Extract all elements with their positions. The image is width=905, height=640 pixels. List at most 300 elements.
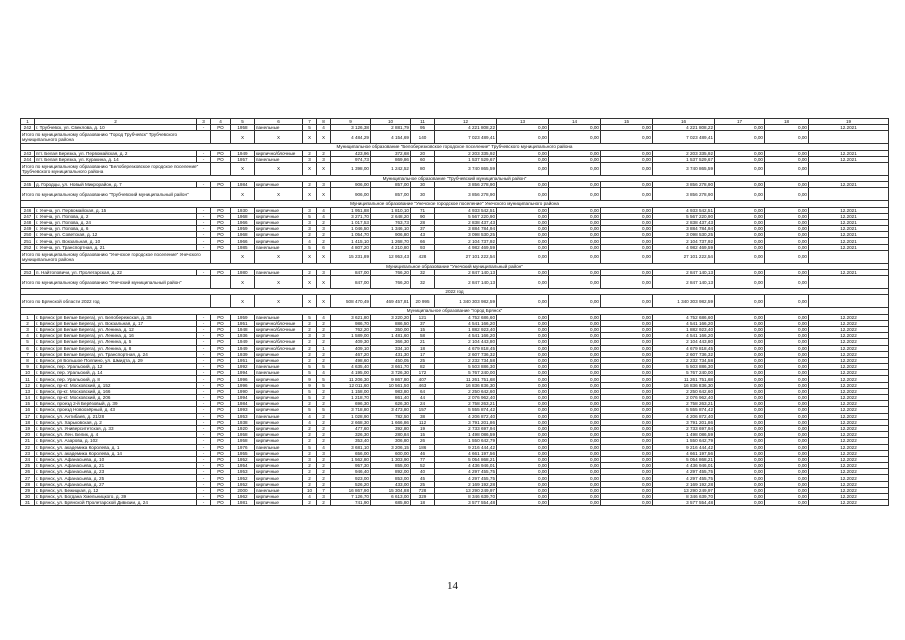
table-cell: панельные — [255, 125, 303, 131]
table-cell: кирпично/блочные — [255, 345, 303, 351]
table-cell: г. Брянск, ул. академика Королева, д. 14 — [35, 450, 197, 456]
header-cell: 2 — [35, 119, 197, 125]
table-cell: - — [197, 376, 211, 382]
table-cell: 3 — [317, 270, 331, 276]
total-cell: X — [231, 162, 255, 175]
table-cell: 0,00 — [765, 125, 809, 131]
table-cell: 0,00 — [549, 182, 601, 188]
table-cell: 0,00 — [549, 213, 601, 219]
table-cell: 12.2022 — [809, 456, 889, 462]
table-cell: 3 — [317, 333, 331, 339]
table-cell: 121 — [411, 314, 435, 320]
table-cell: 0,00 — [601, 125, 653, 131]
table-cell: 3 791 201,86 — [435, 419, 497, 425]
table-cell: 498,60 — [331, 357, 371, 363]
total-cell: 12 953,43 — [371, 250, 411, 263]
table-cell: г. Брянск (рп Белые Берега), ул. Ленина, д. 8 — [35, 345, 197, 351]
table-cell: кирпично/блочные — [255, 150, 303, 156]
table-cell: 0,00 — [497, 407, 549, 413]
table-cell: 0,00 — [715, 425, 765, 431]
total-cell: X — [317, 295, 331, 308]
table-cell: 4 541 166,20 — [653, 320, 715, 326]
table-row — [21, 500, 889, 506]
table-cell: РО — [211, 345, 231, 351]
table-cell: 8 346 639,70 — [435, 494, 497, 500]
table-cell: 22 — [21, 444, 35, 450]
total-cell: 4 154,69 — [371, 131, 411, 144]
table-cell: - — [197, 150, 211, 156]
table-cell: 1 550 642,79 — [435, 438, 497, 444]
table-cell: 247 — [21, 213, 35, 219]
table-cell: 12.2022 — [809, 475, 889, 481]
total-cell: 0,00 — [715, 295, 765, 308]
table-cell: 2 — [317, 500, 331, 506]
table-cell: РО — [211, 481, 231, 487]
table-cell: 38 — [411, 413, 435, 419]
table-cell: 0,00 — [497, 357, 549, 363]
table-cell: 0,00 — [765, 450, 809, 456]
table-cell: 0,00 — [549, 494, 601, 500]
table-cell: 248 — [21, 219, 35, 225]
total-cell: X — [317, 250, 331, 263]
table-cell: 0,00 — [765, 413, 809, 419]
table-cell: 1 951,88 — [331, 207, 371, 213]
table-cell: 1948 — [231, 326, 255, 332]
table-cell: 244 — [21, 156, 35, 162]
table-cell: 2 — [317, 401, 331, 407]
table-cell: 0,00 — [601, 469, 653, 475]
table-cell: 10 561,50 — [371, 382, 411, 388]
header-cell: 14 — [549, 119, 601, 125]
table-cell: РО — [211, 314, 231, 320]
table-cell: 0,00 — [765, 357, 809, 363]
header-cell: 9 — [331, 119, 371, 125]
table-cell: 0,00 — [715, 500, 765, 506]
table-cell: 0,00 — [765, 401, 809, 407]
total-cell: 20 995 — [411, 295, 435, 308]
table-cell: 2 104 737,92 — [435, 238, 497, 244]
table-cell: 0,00 — [765, 339, 809, 345]
table-cell: 974,73 — [331, 156, 371, 162]
table-cell: 0,00 — [765, 395, 809, 401]
table-cell: 16 — [21, 407, 35, 413]
table-cell: 0,00 — [715, 370, 765, 376]
table-cell: РО — [211, 320, 231, 326]
total-cell — [211, 188, 231, 201]
table-cell: 0,00 — [715, 320, 765, 326]
table-cell: 0,00 — [549, 432, 601, 438]
table-cell: 19 — [21, 425, 35, 431]
header-cell: 5 — [231, 119, 255, 125]
table-cell: 7 126,70 — [331, 494, 371, 500]
total-cell: 0,00 — [765, 250, 809, 263]
table-cell: 2 — [303, 270, 317, 276]
table-cell: 762,20 — [331, 326, 371, 332]
table-cell: 5 — [317, 382, 331, 388]
table-cell: 0,00 — [549, 244, 601, 250]
table-cell: 12.2022 — [809, 407, 889, 413]
table-cell: 0,00 — [497, 320, 549, 326]
table-cell: кирпичные — [255, 382, 303, 388]
table-cell: кирпично/блочные — [255, 320, 303, 326]
table-cell: 0,00 — [715, 395, 765, 401]
table-cell: 246 — [21, 207, 35, 213]
table-cell: 2 — [303, 351, 317, 357]
table-cell: 0,00 — [549, 450, 601, 456]
table-cell: 24 — [411, 401, 435, 407]
table-cell: 12.2021 — [809, 219, 889, 225]
total-cell — [211, 295, 231, 308]
table-cell: РО — [211, 413, 231, 419]
table-cell: 1 — [317, 345, 331, 351]
table-cell: - — [197, 219, 211, 225]
table-cell: 16 836 836,30 — [653, 382, 715, 388]
table-cell: 1952 — [231, 475, 255, 481]
table-cell: РО — [211, 364, 231, 370]
total-cell: X — [255, 250, 303, 263]
table-cell: 0,00 — [601, 432, 653, 438]
table-cell: 4 206 872,40 — [653, 413, 715, 419]
table-cell: 0,00 — [497, 388, 549, 394]
table-cell: 12.2022 — [809, 388, 889, 394]
table-cell: 0,00 — [765, 345, 809, 351]
total-cell: 0,00 — [715, 188, 765, 201]
table-cell: 2 — [303, 232, 317, 238]
table-cell: 0,00 — [765, 314, 809, 320]
table-cell: 2 758 263,21 — [435, 401, 497, 407]
table-cell: 7 — [21, 351, 35, 357]
table-cell: 1 — [21, 314, 35, 320]
total-cell: 27 101 222,54 — [653, 250, 715, 263]
table-cell: 5 — [303, 444, 317, 450]
table-cell: 0,00 — [765, 469, 809, 475]
table-cell: 0,00 — [497, 382, 549, 388]
table-cell: 2 — [303, 150, 317, 156]
table-cell: 0,00 — [715, 226, 765, 232]
table-cell: 433,00 — [371, 481, 411, 487]
table-cell: РО — [211, 376, 231, 382]
table-cell: г. Брянск, ул. Афанасьева, д. 27 — [35, 481, 197, 487]
table-cell: г. Унеча, ул. Советская, д. 12 — [35, 232, 197, 238]
table-cell: 12.2022 — [809, 463, 889, 469]
table-cell: - — [197, 487, 211, 493]
table-cell: 3 856 278,90 — [653, 182, 715, 188]
table-cell: 0,00 — [549, 407, 601, 413]
table-cell: 8 346 639,70 — [653, 494, 715, 500]
table-cell: 1952 — [231, 456, 255, 462]
total-cell: X — [317, 162, 331, 175]
total-cell: 0,00 — [715, 131, 765, 144]
table-cell: 11 — [21, 376, 35, 382]
table-cell: 886,50 — [371, 320, 411, 326]
header-cell: 3 — [197, 119, 211, 125]
table-cell: 2 — [317, 351, 331, 357]
table-cell: 986,70 — [331, 320, 371, 326]
table-cell: 0,00 — [765, 182, 809, 188]
table-cell: 13 290 249,97 — [435, 487, 497, 493]
table-cell: 12.2022 — [809, 314, 889, 320]
total-cell — [211, 276, 231, 289]
table-cell: панельные — [255, 270, 303, 276]
table-cell: 249 — [21, 226, 35, 232]
table-cell: г. Трубчевск, ул. Свеклова, д. 10 — [35, 125, 197, 131]
table-cell: 58 — [411, 333, 435, 339]
table-cell: РО — [211, 370, 231, 376]
table-cell: 12.2022 — [809, 364, 889, 370]
table-cell: 0,00 — [715, 333, 765, 339]
table-cell: 855,00 — [371, 463, 411, 469]
table-cell: - — [197, 407, 211, 413]
table-cell: 0,00 — [549, 481, 601, 487]
table-cell: 946,40 — [331, 469, 371, 475]
table-cell: 0,00 — [601, 219, 653, 225]
table-cell: 0,00 — [497, 487, 549, 493]
table-cell: 3 — [317, 182, 331, 188]
table-cell: 31 — [21, 500, 35, 506]
table-cell: 0,00 — [497, 413, 549, 419]
table-cell: 5 767 240,00 — [653, 370, 715, 376]
table-cell: 1985 — [231, 244, 255, 250]
table-cell: 741,90 — [331, 500, 371, 506]
table-cell: 2 — [317, 432, 331, 438]
table-cell: 71 — [411, 207, 435, 213]
table-cell: 5 503 886,30 — [653, 364, 715, 370]
total-cell: 0,00 — [765, 295, 809, 308]
table-cell: 0,00 — [601, 487, 653, 493]
total-row — [21, 276, 889, 289]
table-cell: 2 838 437,43 — [435, 219, 497, 225]
table-cell: 0,00 — [601, 419, 653, 425]
table-cell: 2 838 437,43 — [653, 219, 715, 225]
table-cell: 43 — [411, 232, 435, 238]
table-cell: 0,00 — [549, 226, 601, 232]
total-cell — [211, 250, 231, 263]
table-cell: РО — [211, 182, 231, 188]
table-cell: 1 562,80 — [331, 456, 371, 462]
table-cell: 0,00 — [601, 481, 653, 487]
table-cell: 656,00 — [331, 450, 371, 456]
table-cell: 52 — [411, 463, 435, 469]
table-cell: 4 933 542,51 — [435, 207, 497, 213]
table-cell: 18 — [21, 419, 35, 425]
table-cell: 1 054,70 — [331, 232, 371, 238]
header-cell: 12 — [435, 119, 497, 125]
table-cell: РО — [211, 156, 231, 162]
table-cell: г. Брянск, ул. академика Королева, д. 1 — [35, 444, 197, 450]
table-cell: кирпичные — [255, 475, 303, 481]
table-cell: 334,10 — [371, 345, 411, 351]
table-cell: 0,00 — [549, 463, 601, 469]
table-cell: 0,00 — [715, 407, 765, 413]
table-cell: 0,00 — [765, 207, 809, 213]
table-cell: кирпичные — [255, 207, 303, 213]
table-cell: 0,00 — [497, 314, 549, 320]
table-cell: 1949 — [231, 339, 255, 345]
table-cell: 1 017,53 — [331, 219, 371, 225]
table-cell: 0,00 — [601, 401, 653, 407]
table-cell: г. Брянск, пр-кт. Московский, д. 206 — [35, 395, 197, 401]
table-cell: РО — [211, 382, 231, 388]
table-cell: 1994 — [231, 395, 255, 401]
table-cell: 0,00 — [601, 182, 653, 188]
total-cell: 0,00 — [601, 295, 653, 308]
table-cell: 0,00 — [601, 150, 653, 156]
table-cell: 0,00 — [549, 314, 601, 320]
total-cell — [809, 276, 889, 289]
table-cell: - — [197, 364, 211, 370]
table-cell: 3 098 530,25 — [435, 232, 497, 238]
table-cell: кирпичные — [255, 407, 303, 413]
table-cell: 0,00 — [601, 444, 653, 450]
table-cell: 2 — [303, 481, 317, 487]
table-cell: 0,00 — [549, 487, 601, 493]
total-cell: X — [231, 131, 255, 144]
table-cell: 0,00 — [497, 326, 549, 332]
table-cell: 1 218,70 — [331, 395, 371, 401]
section-title: Муниципальное образование "Трубчевский муниципальный район" — [21, 175, 889, 181]
table-cell: г. Брянск, пер. Уральский, д. 14 — [35, 370, 197, 376]
table-cell: 0,00 — [765, 320, 809, 326]
total-cell: X — [317, 131, 331, 144]
table-cell: г. Брянск, ул. Брянской Пролетарской Дивизии, д. 24 — [35, 500, 197, 506]
table-cell: - — [197, 156, 211, 162]
table-cell: 1957 — [231, 156, 255, 162]
table-cell: 0,00 — [549, 425, 601, 431]
section-title: Муниципальное образование "город Брянск" — [21, 308, 889, 314]
table-cell: 4 221 808,22 — [653, 125, 715, 131]
table-cell: 4 — [303, 238, 317, 244]
table-cell: панельные — [255, 413, 303, 419]
table-cell: 0,00 — [497, 469, 549, 475]
table-cell: 0,00 — [765, 213, 809, 219]
table-cell: РО — [211, 425, 231, 431]
header-cell: 16 — [653, 119, 715, 125]
table-cell: 242 — [21, 125, 35, 131]
total-cell: 508 470,49 — [331, 295, 371, 308]
table-cell: кирпично/блочные — [255, 339, 303, 345]
table-cell: 2 — [303, 357, 317, 363]
table-cell: 0,00 — [765, 156, 809, 162]
total-cell: 0,00 — [549, 188, 601, 201]
table-cell: 463 — [411, 382, 435, 388]
table-cell: 12 — [21, 382, 35, 388]
table-cell: 1 415,10 — [331, 238, 371, 244]
table-cell: г. Брянск (рп Белые Берега), ул. Ленина, д. 16 — [35, 333, 197, 339]
table-cell: 4 807,20 — [331, 244, 371, 250]
table-cell: 1 666,86 — [371, 419, 411, 425]
table-cell: 1968 — [231, 213, 255, 219]
table-cell: 0,00 — [601, 345, 653, 351]
table-cell: 1994 — [231, 370, 255, 376]
table-cell: 0,00 — [601, 463, 653, 469]
table-cell: 0,00 — [715, 388, 765, 394]
total-cell: X — [231, 250, 255, 263]
table-cell: 2 — [317, 219, 331, 225]
table-cell: 0,00 — [549, 156, 601, 162]
table-cell: 4 436 946,01 — [435, 463, 497, 469]
table-cell: 9 216 444,42 — [435, 444, 497, 450]
table-cell: кирпичные — [255, 494, 303, 500]
table-cell: 0,00 — [549, 219, 601, 225]
table-cell: 0,00 — [601, 357, 653, 363]
table-cell: 0,00 — [549, 469, 601, 475]
table-cell: - — [197, 388, 211, 394]
table-cell: 861,40 — [371, 395, 411, 401]
table-cell: 728 — [411, 487, 435, 493]
table-cell: кирпичные — [255, 219, 303, 225]
table-cell: 1959 — [231, 226, 255, 232]
table-cell: 0,00 — [601, 494, 653, 500]
table-cell: 0,00 — [601, 326, 653, 332]
table-cell: - — [197, 326, 211, 332]
table-cell: 0,00 — [497, 450, 549, 456]
table-cell: 24 — [21, 456, 35, 462]
table-cell: 0,00 — [497, 444, 549, 450]
table-cell: кирпичные — [255, 500, 303, 506]
table-cell: - — [197, 125, 211, 131]
total-cell: 15 231,89 — [331, 250, 371, 263]
table-cell: 12.2022 — [809, 438, 889, 444]
total-cell: 0,00 — [715, 276, 765, 289]
table-cell: 0,00 — [497, 226, 549, 232]
table-cell: - — [197, 357, 211, 363]
table-cell: РО — [211, 438, 231, 444]
table-cell: 0,00 — [601, 376, 653, 382]
table-cell: 1 498 086,59 — [653, 432, 715, 438]
table-cell: панельные — [255, 314, 303, 320]
total-cell: 0,00 — [549, 250, 601, 263]
table-cell: 2 — [317, 326, 331, 332]
table-cell: 1955 — [231, 450, 255, 456]
table-cell: 12.2022 — [809, 487, 889, 493]
table-cell: 12 011,60 — [331, 382, 371, 388]
table-cell: 2 — [303, 463, 317, 469]
table-cell: 6 613,00 — [371, 494, 411, 500]
table-cell: 0,00 — [497, 438, 549, 444]
table-cell: г. Унеча, ул. Вокзальная, д. 10 — [35, 238, 197, 244]
total-cell — [809, 250, 889, 263]
table-cell: РО — [211, 238, 231, 244]
table-cell: 2 733 697,94 — [653, 425, 715, 431]
total-cell: 0,00 — [549, 276, 601, 289]
table-cell: - — [197, 345, 211, 351]
table-cell: пгт. Белая Березка, ул. Куракина, д. 14 — [35, 156, 197, 162]
table-cell: 5 — [303, 370, 317, 376]
table-cell: г. Брянск (рп Белые Берега), ул. Ленина, д. 12 — [35, 326, 197, 332]
table-cell: 2 — [21, 320, 35, 326]
table-cell: 1984 — [231, 401, 255, 407]
table-cell: 4 679 818,45 — [653, 345, 715, 351]
total-cell: X — [303, 276, 317, 289]
table-cell: 6 — [21, 345, 35, 351]
table-cell: 5 — [317, 407, 331, 413]
table-cell: 4 297 455,75 — [435, 475, 497, 481]
table-cell: 600,00 — [371, 450, 411, 456]
table-cell: панельные — [255, 370, 303, 376]
table-cell: 7 — [317, 487, 331, 493]
table-cell: 21 — [21, 438, 35, 444]
table-cell: 0,00 — [715, 419, 765, 425]
table-cell: 0,00 — [715, 432, 765, 438]
table-cell: г. Брянск, пр-кт. Московский, д. 152 — [35, 382, 197, 388]
table-cell: 12.2022 — [809, 326, 889, 332]
table-cell: 4 195,00 — [331, 370, 371, 376]
table-cell: панельные — [255, 364, 303, 370]
table-cell: 12.2022 — [809, 450, 889, 456]
total-cell: 27 101 222,54 — [435, 250, 497, 263]
table-cell: 0,00 — [549, 370, 601, 376]
table-cell: - — [197, 238, 211, 244]
